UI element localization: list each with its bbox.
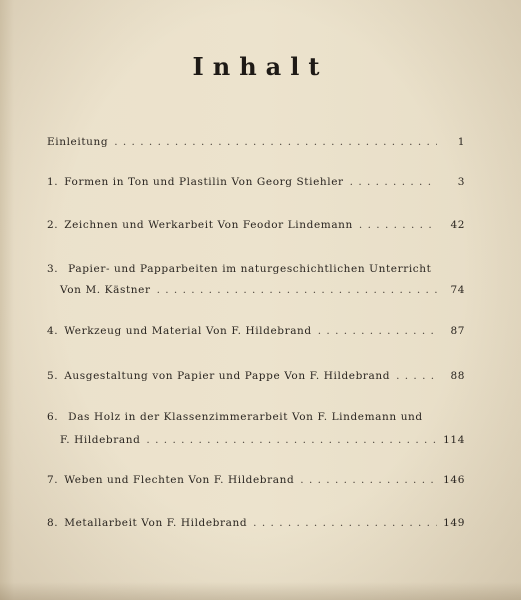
toc-entry-1 [47, 176, 465, 190]
toc-entry-number: 4. [47, 325, 59, 337]
leader-dots [300, 474, 437, 486]
toc-entry-title: Zeichnen und Werkarbeit Von Feodor Lindemann [64, 219, 353, 231]
leader-dots [396, 370, 437, 382]
toc-entry-page: 88 [450, 370, 465, 382]
toc-entry-title: Einleitung [47, 136, 109, 148]
toc-entry-title: Metallarbeit Von F. Hildebrand [64, 517, 248, 529]
toc-entry-title: Weben und Flechten Von F. Hildebrand [64, 474, 295, 486]
toc-entry-page: 42 [450, 219, 465, 231]
toc-entry-page: 146 [443, 474, 465, 486]
leader-dots [157, 284, 437, 296]
toc-entry-number: 1. [47, 176, 59, 188]
leader-dots [359, 219, 437, 231]
toc-entry-3 [47, 263, 465, 298]
toc-entry-4 [47, 325, 465, 339]
toc-entry-title: Formen in Ton und Plastilin Von Georg Stiehler [64, 176, 344, 188]
leader-dots [146, 434, 437, 446]
toc-entry-6 [47, 411, 465, 448]
toc-entry-page: 1 [457, 136, 465, 148]
toc-entry-number: 3. [47, 263, 59, 275]
toc-entry-title: Das Holz in der Klassenzimmerarbeit Von F. Lindemann und [68, 411, 423, 423]
toc-entry-number: 6. [47, 411, 59, 423]
toc-entry-title: Ausgestaltung von Papier und Pappe Von F. Hildebrand [64, 370, 391, 382]
toc-entry-5 [47, 370, 465, 384]
leader-dots [350, 176, 437, 188]
page-title: Inhalt [192, 52, 329, 81]
leader-dots [253, 517, 437, 529]
toc-entry-8 [47, 517, 465, 531]
toc-entry-7 [47, 474, 465, 488]
toc-entry-author: F. Hildebrand [60, 434, 141, 446]
toc-entry-2 [47, 219, 465, 233]
toc-entry-number: 2. [47, 219, 59, 231]
toc-entry-author: Von M. Kästner [60, 284, 151, 296]
toc-entry-page: 114 [443, 434, 465, 446]
toc-entry-introduction [47, 136, 465, 150]
toc-entry-page: 87 [450, 325, 465, 337]
toc-entry-page: 3 [457, 176, 465, 188]
toc-entry-title: Werkzeug und Material Von F. Hildebrand [64, 325, 312, 337]
leader-dots [114, 136, 437, 148]
toc-entry-number: 5. [47, 370, 59, 382]
toc-entry-page: 149 [443, 517, 465, 529]
toc-entry-page: 74 [450, 284, 465, 296]
toc-entry-number: 7. [47, 474, 59, 486]
leader-dots [318, 325, 437, 337]
toc-entry-title: Papier- und Papparbeiten im naturgeschichtlichen Unterricht [68, 263, 432, 275]
page-edge-shadow [0, 582, 521, 600]
toc-entry-number: 8. [47, 517, 59, 529]
